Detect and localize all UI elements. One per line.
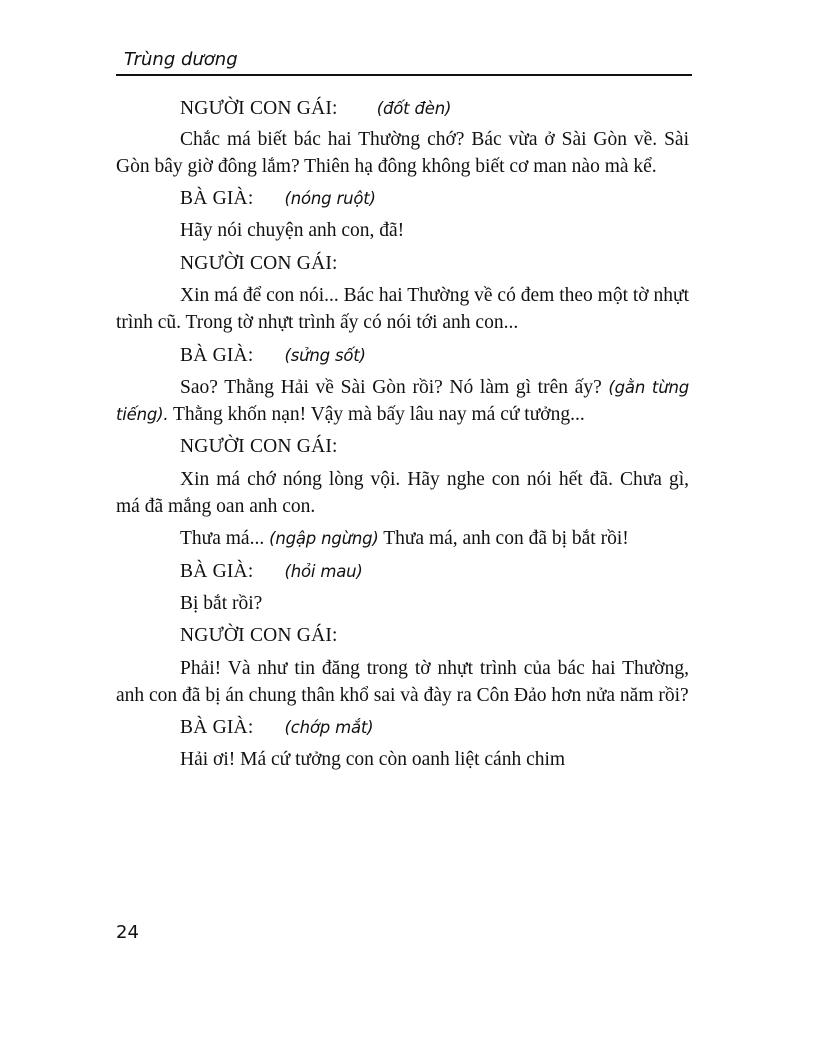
dialogue-text: Thưa má... — [180, 528, 265, 550]
stage-direction: (nóng ruột) — [284, 189, 376, 209]
dialogue-paragraph: Phải! Và như tin đăng trong tờ nhựt trình của bác hai Thường, anh con đã bị án chung thân khổ sai và đày ra Côn Đảo hơn nửa năm rồi? — [116, 657, 689, 706]
speaker-name: NGƯỜI CON GÁI: — [180, 252, 338, 274]
dialogue-paragraph: Hãy nói chuyện anh con, đã! — [180, 220, 405, 242]
dialogue-text: Thưa má, anh con đã bị bắt rồi! — [383, 528, 629, 550]
stage-direction: (sửng sốt) — [284, 345, 366, 365]
dialogue-text: Thằng khốn nạn! Vậy mà bấy lâu nay má cứ tưởng... — [172, 404, 585, 426]
page-number: 24 — [116, 922, 139, 943]
dialogue-paragraph — [116, 374, 689, 429]
speaker-line — [116, 558, 689, 585]
speaker-line — [116, 342, 689, 369]
speaker-line — [116, 622, 689, 649]
dialogue-text: Sao? Thằng Hải về Sài Gòn rồi? Nó làm gì trên ấy? — [180, 376, 602, 398]
stage-direction: (gằn từng tiếng). — [116, 377, 689, 425]
speaker-line — [116, 250, 689, 277]
speaker-line — [116, 185, 689, 212]
running-header — [116, 48, 692, 76]
speaker-name: NGƯỜI CON GÁI: — [180, 625, 338, 647]
speaker-name: BÀ GIÀ: — [180, 344, 254, 366]
page-body — [116, 95, 689, 774]
speaker-name: BÀ GIÀ: — [180, 560, 254, 582]
dialogue-paragraph: Xin má chớ nóng lòng vội. Hãy nghe con nói hết đã. Chưa gì, má đã mắng oan anh con. — [116, 468, 689, 518]
dialogue-paragraph: Bị bắt rồi? — [180, 592, 263, 614]
speaker-line — [116, 714, 689, 741]
dialogue-paragraph: Chắc má biết bác hai Thường chớ? Bác vừa ở Sài Gòn về. Sài Gòn bây giờ đông lắm? Thiên hạ đông không biết cơ man nào mà kể. — [116, 129, 689, 177]
speaker-line — [116, 95, 689, 122]
speaker-line — [116, 433, 689, 460]
speaker-name: NGƯỜI CON GÁI: — [180, 436, 338, 458]
stage-direction: (ngập ngừng) — [269, 529, 379, 549]
speaker-name: BÀ GIÀ: — [180, 717, 254, 739]
speaker-name: BÀ GIÀ: — [180, 188, 254, 210]
dialogue-paragraph: Xin má để con nói... Bác hai Thường về có đem theo một tờ nhựt trình cũ. Trong tờ nhựt trình ấy có nói tới anh con... — [116, 285, 689, 334]
stage-direction: (hỏi mau) — [284, 561, 363, 581]
dialogue-paragraph — [116, 525, 689, 552]
speaker-name: NGƯỜI CON GÁI: — [180, 98, 338, 119]
dialogue-paragraph: Hải ơi! Má cứ tưởng con còn oanh liệt cánh chim — [180, 749, 566, 771]
book-title: Trùng dương — [124, 49, 238, 70]
stage-direction: (đốt đèn) — [376, 99, 452, 118]
stage-direction: (chớp mắt) — [284, 718, 374, 738]
